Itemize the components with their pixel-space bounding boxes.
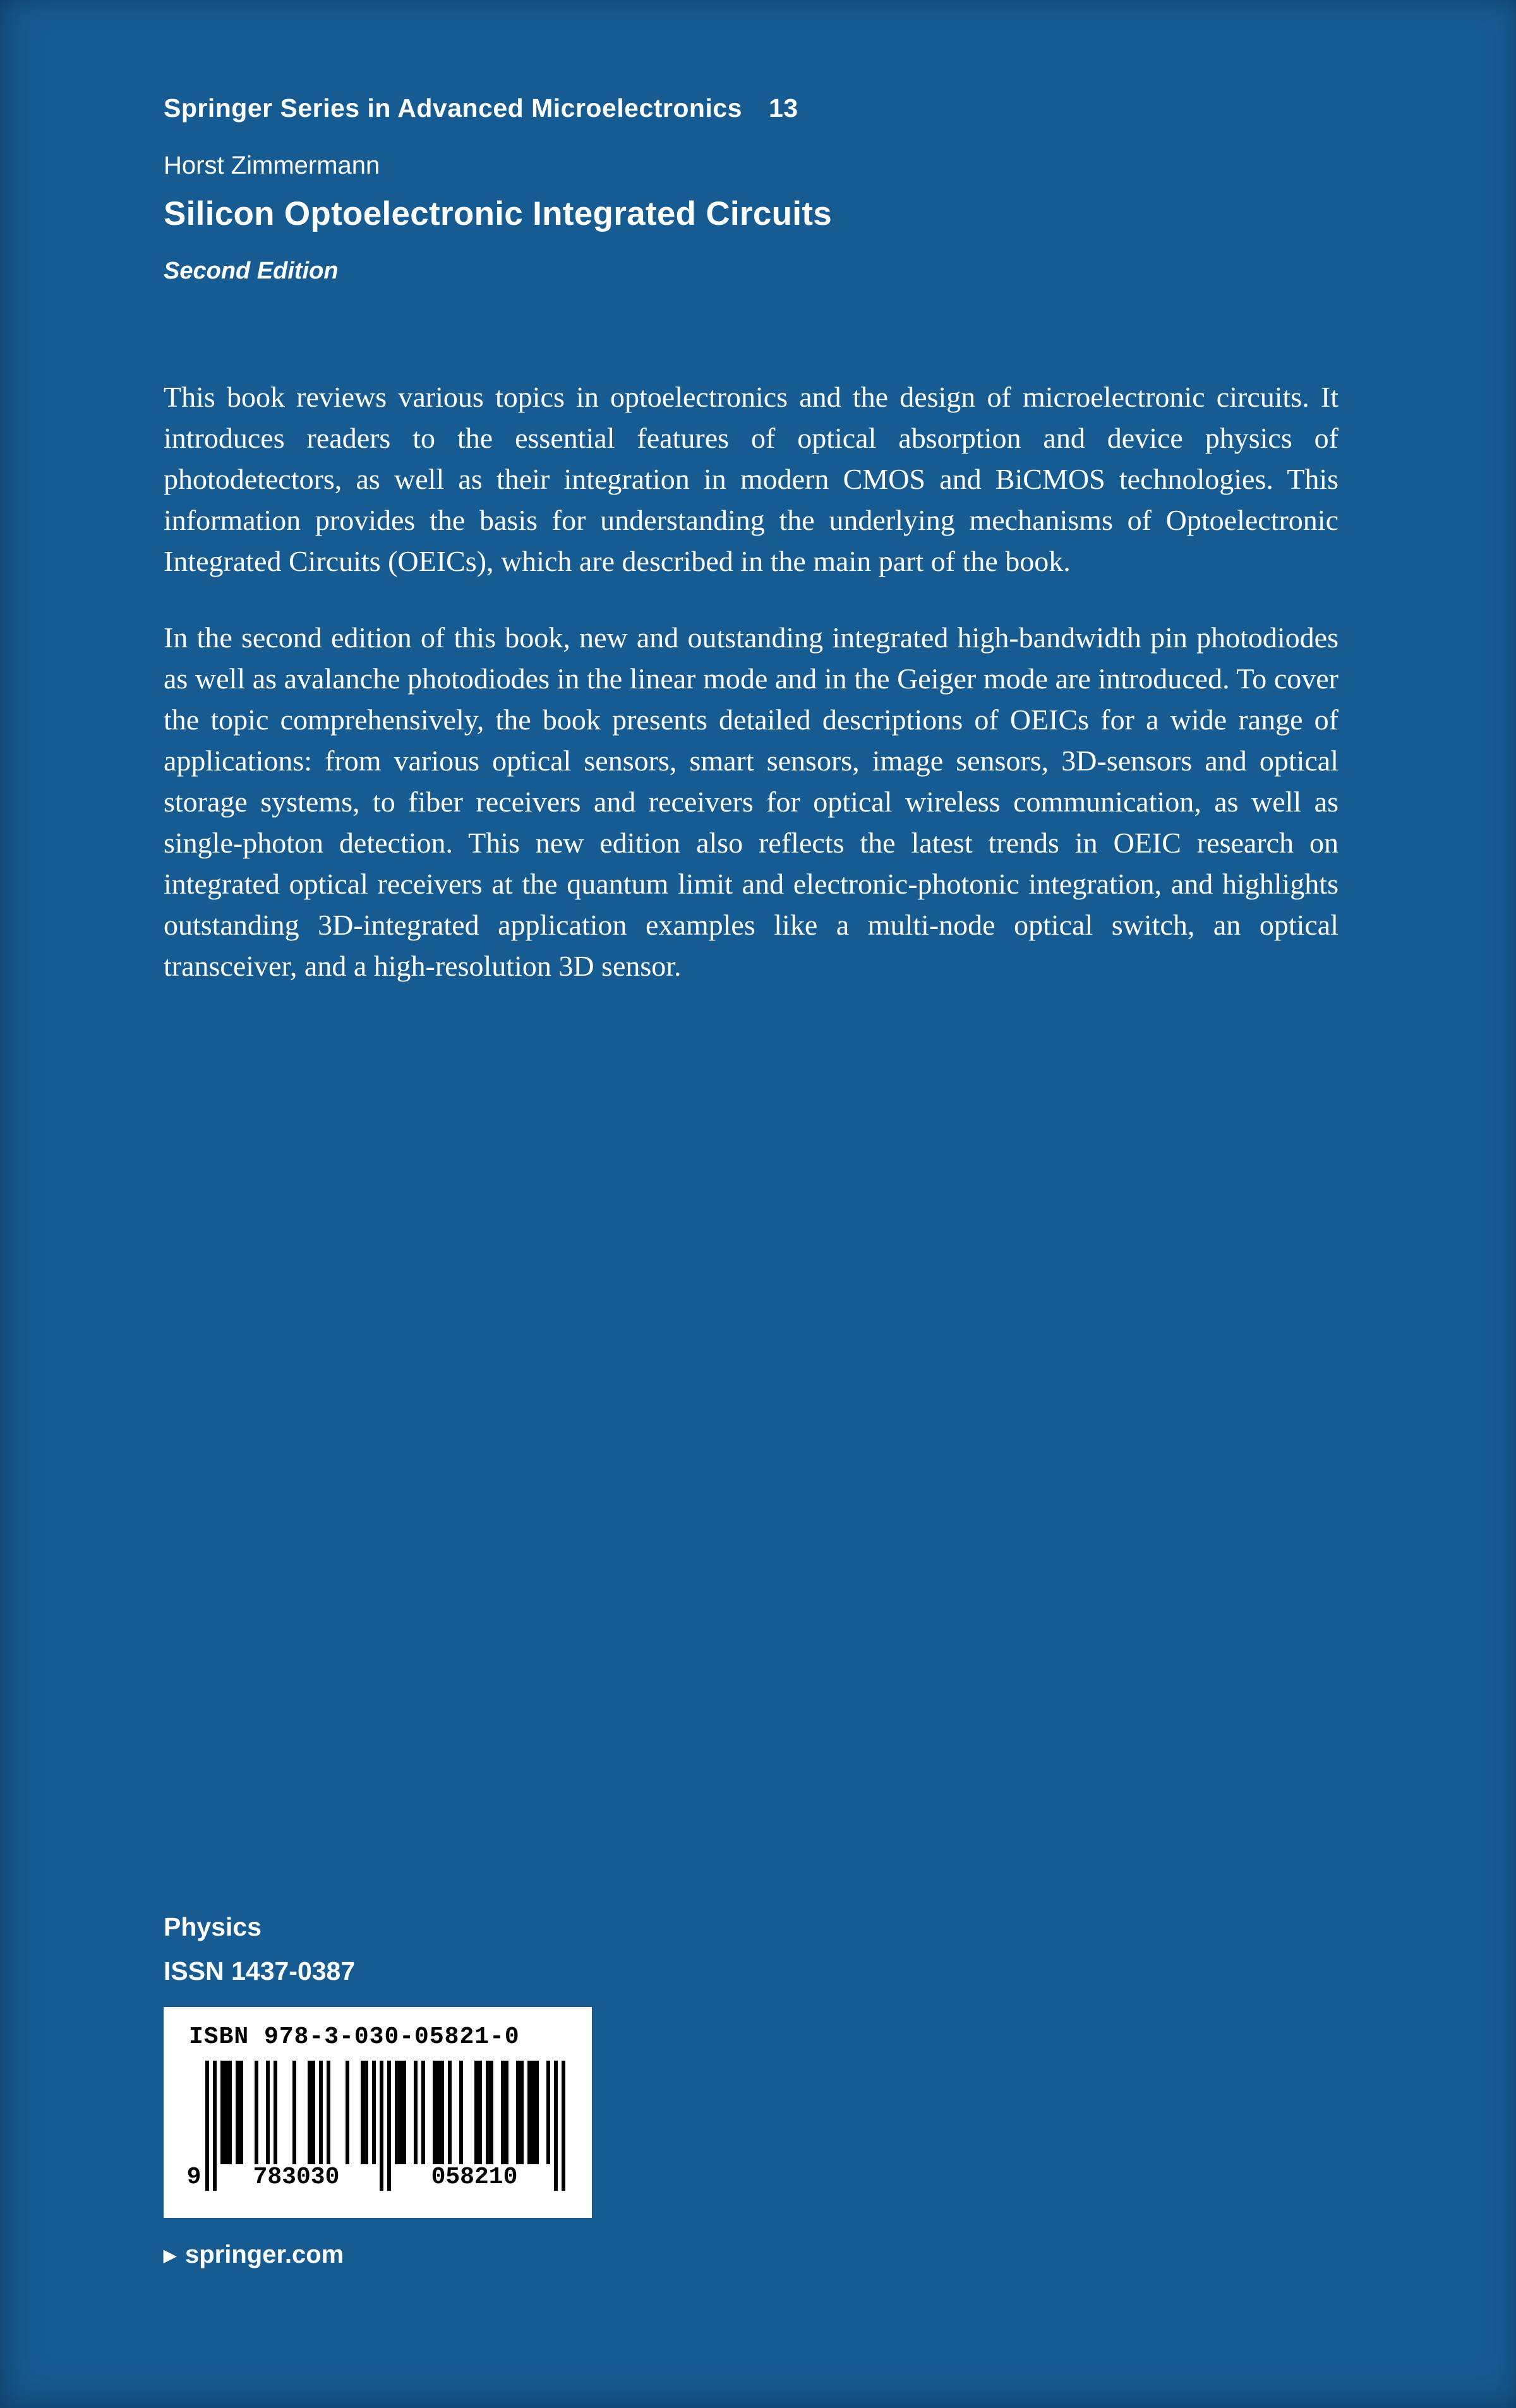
subject-category: Physics [164,1912,262,1941]
barcode-digits [186,2164,567,2191]
author-name: Horst Zimmermann [164,152,380,179]
issn-label: ISSN 1437-0387 [164,1956,356,1986]
barcode-area [186,2061,567,2191]
edition-label: Second Edition [164,258,339,284]
isbn-barcode-panel [164,2007,592,2218]
springer-url-link[interactable]: springer.com [185,2241,344,2268]
barcode-digits-right: 058210 [395,2164,554,2191]
barcode-digits-left: 783030 [217,2164,376,2191]
blurb-paragraph: This book reviews various topics in optoelectronics and the design of microelectronic circuits. It introduces readers to the essential features of optical absorption and device physics of photodetectors, as well as their integration in modern CMOS and BiCMOS technologies. This information provides the basis for understanding the underlying mechanisms of Optoelectronic Integrated Circuits (OEICs), which are described in the main part of the book. [164,381,1339,577]
series-number: 13 [768,93,798,123]
publisher-footer [164,2241,344,2269]
isbn-label: ISBN 978-3-030-05821-0 [189,2023,520,2051]
blurb-paragraph: In the second edition of this book, new and outstanding integrated high-bandwidth pin photodiodes as well as avalanche photodiodes in the linear mode and in the Geiger mode are introduced. To cover the topic comprehensively, the book presents detailed descriptions of OEICs for a wide range of applications: from various optical sensors, smart sensors, image sensors, 3D-sensors and optical storage systems, to fiber receivers and receivers for optical wireless communication, as well as single-photon detection. This new edition also reflects the latest trends in OEIC research on integrated optical receivers at the quantum limit and electronic-photonic integration, and highlights outstanding 3D-integrated application examples like a multi-node optical switch, an optical transceiver, and a high-resolution 3D sensor. [164,621,1339,982]
springer-arrow-icon: ▶ [164,2246,176,2265]
book-title: Silicon Optoelectronic Integrated Circuits [164,195,833,232]
series-title-line [164,93,798,123]
series-title: Springer Series in Advanced Microelectronics [164,93,742,123]
back-cover-blurb [164,376,1339,1022]
barcode-digit-first: 9 [186,2164,202,2191]
